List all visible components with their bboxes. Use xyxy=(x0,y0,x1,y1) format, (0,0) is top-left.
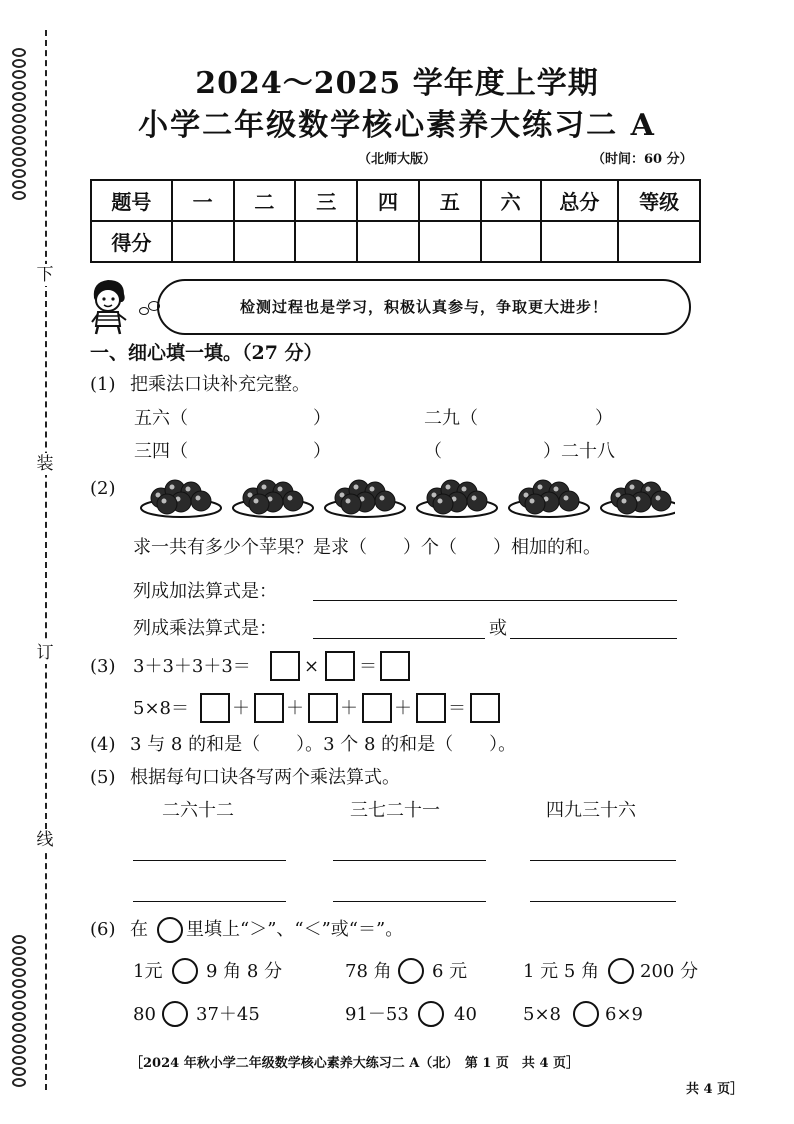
score-table-score-row xyxy=(91,221,700,262)
compare-circle[interactable] xyxy=(573,1001,599,1027)
time-label: （时间：60 分） xyxy=(592,152,693,167)
binding-char-zhuang: 装 xyxy=(33,453,57,475)
chain-ring-icon xyxy=(12,1034,26,1043)
score-header-cell: 总分 xyxy=(541,180,619,221)
score-table xyxy=(90,179,701,263)
rhyme-2: 三七二十一 xyxy=(350,800,440,821)
chain-ring-icon xyxy=(12,1023,26,1032)
score-cell[interactable] xyxy=(541,221,619,262)
answer-box[interactable] xyxy=(380,651,410,681)
q2-question: 求一共有多少个苹果？是求（ ）个（ ）相加的和。 xyxy=(133,537,601,558)
compare-left: 1元 xyxy=(133,961,163,982)
plus-sign: ＋ xyxy=(340,698,358,719)
q1-item-close: ）二十八 xyxy=(543,441,615,462)
q6-text-before: 在 xyxy=(130,919,148,940)
apple-plate-icon xyxy=(325,480,405,517)
q5-label: (5) xyxy=(90,767,116,788)
q3-line2-expression: 5×8＝ xyxy=(133,698,189,719)
chain-ring-icon xyxy=(12,147,26,156)
q1-label: (1) xyxy=(90,374,116,395)
score-cell[interactable] xyxy=(357,221,419,262)
compare-left: 78 角 xyxy=(345,961,392,982)
compare-circle[interactable] xyxy=(162,1001,188,1027)
score-header-cell: 五 xyxy=(419,180,481,221)
q1-item-close: ） xyxy=(313,441,331,462)
plus-sign: ＋ xyxy=(394,698,412,719)
chain-ring-icon xyxy=(12,1045,26,1054)
exam-title-main: 小学二年级数学核心素养大练习二 A xyxy=(138,108,656,143)
chain-ring-icon xyxy=(12,1012,26,1021)
chain-ring-icon xyxy=(12,957,26,966)
multiplication-answer-line-2[interactable] xyxy=(510,638,677,639)
binding-char-xian: 线 xyxy=(33,829,57,851)
thought-dot-icon xyxy=(139,307,149,315)
score-header-cell: 四 xyxy=(357,180,419,221)
score-cell[interactable] xyxy=(481,221,541,262)
compare-left: 80 xyxy=(133,1004,156,1025)
compare-left: 1 元 5 角 xyxy=(523,961,600,982)
q2-label: (2) xyxy=(90,478,116,499)
apple-plate-icon xyxy=(417,480,497,517)
q2-multiplication-label: 列成乘法算式是： xyxy=(133,618,277,639)
answer-box[interactable] xyxy=(200,693,230,723)
apple-plates-figure xyxy=(135,474,675,522)
multiplication-answer-line-1[interactable] xyxy=(313,638,485,639)
compare-right: 6 元 xyxy=(432,961,468,982)
score-cell[interactable] xyxy=(419,221,481,262)
chain-ring-icon xyxy=(12,1078,26,1087)
score-header-cell: 一 xyxy=(172,180,234,221)
answer-box[interactable] xyxy=(362,693,392,723)
chain-ring-icon xyxy=(12,935,26,944)
chain-ring-icon xyxy=(12,990,26,999)
chain-ring-icon xyxy=(12,48,26,57)
chain-ring-icon xyxy=(12,1067,26,1076)
q2-or: 或 xyxy=(489,618,507,639)
answer-box[interactable] xyxy=(254,693,284,723)
score-cell[interactable] xyxy=(295,221,357,262)
binding-dashed-line xyxy=(45,30,47,1090)
q5-text: 根据每句口诀各写两个乘法算式。 xyxy=(130,767,400,788)
score-header-cell: 三 xyxy=(295,180,357,221)
rhyme-1: 二六十二 xyxy=(162,800,234,821)
apple-plate-icon xyxy=(233,480,313,517)
compare-right: 40 xyxy=(454,1004,477,1025)
rhyme-answer-line[interactable] xyxy=(333,860,486,861)
page-footer: ［2024 年秋小学二年级数学核心素养大练习二 A（北） 第 1 页 共 4 页］ xyxy=(130,1056,580,1071)
compare-circle[interactable] xyxy=(418,1001,444,1027)
score-header-cell: 等级 xyxy=(618,180,700,221)
q6-text-after: 里填上“＞”、“＜”或“＝”。 xyxy=(186,919,404,940)
rhyme-answer-line[interactable] xyxy=(133,901,286,902)
equals-sign: ＝ xyxy=(448,698,466,719)
rhyme-3: 四九三十六 xyxy=(546,800,636,821)
apple-plate-icon xyxy=(141,480,221,517)
answer-box[interactable] xyxy=(325,651,355,681)
rhyme-answer-line[interactable] xyxy=(133,860,286,861)
answer-box[interactable] xyxy=(308,693,338,723)
cartoon-student-icon xyxy=(86,276,148,336)
page-footer-total: 共 4 页］ xyxy=(686,1082,744,1097)
apple-plate-icon xyxy=(601,480,675,517)
motto-bubble xyxy=(157,279,691,335)
chain-ring-icon xyxy=(12,158,26,167)
score-header-cell: 题号 xyxy=(91,180,172,221)
score-cell[interactable] xyxy=(172,221,234,262)
exam-title-year: 2024～2025 学年度上学期 xyxy=(195,66,599,101)
rhyme-answer-line[interactable] xyxy=(333,901,486,902)
plus-sign: ＋ xyxy=(232,698,250,719)
compare-right: 37＋45 xyxy=(196,1004,260,1025)
chain-ring-icon xyxy=(12,1056,26,1065)
answer-box[interactable] xyxy=(470,693,500,723)
chain-ring-icon xyxy=(12,1001,26,1010)
decorative-chain-bottom xyxy=(10,935,28,1089)
q1-item-open: 二九（ xyxy=(424,408,478,429)
equals-sign: ＝ xyxy=(359,656,377,677)
score-cell[interactable] xyxy=(234,221,296,262)
rhyme-answer-line[interactable] xyxy=(530,901,676,902)
section1-title: 一、细心填一填。（27 分） xyxy=(90,342,323,364)
q6-label: (6) xyxy=(90,919,116,940)
chain-ring-icon xyxy=(12,979,26,988)
score-row-label: 得分 xyxy=(91,221,172,262)
compare-circle[interactable] xyxy=(608,958,634,984)
edition-label: （北师大版） xyxy=(358,152,437,167)
apple-plate-icon xyxy=(509,480,589,517)
compare-right: 6×9 xyxy=(605,1004,643,1025)
answer-box[interactable] xyxy=(416,693,446,723)
q3-line1-expression: 3＋3＋3＋3＝ xyxy=(133,656,251,677)
score-table-header-row xyxy=(91,180,700,221)
score-header-cell: 二 xyxy=(234,180,296,221)
chain-ring-icon xyxy=(12,180,26,189)
compare-left: 91－53 xyxy=(345,1004,409,1025)
chain-ring-icon xyxy=(12,946,26,955)
chain-ring-icon xyxy=(12,169,26,178)
q1-item-open: （ xyxy=(424,441,442,462)
circle-example-icon xyxy=(157,917,183,943)
q4-label: (4) xyxy=(90,734,116,755)
compare-right: 9 角 8 分 xyxy=(206,961,283,982)
q1-item-close: ） xyxy=(313,408,331,429)
q1-item-open: 五六（ xyxy=(134,408,188,429)
rhyme-answer-line[interactable] xyxy=(530,860,676,861)
compare-right: 200 分 xyxy=(640,961,699,982)
motto-text: 检测过程也是学习，积极认真参与，争取更大进步！ xyxy=(239,298,608,316)
q3-label: (3) xyxy=(90,656,116,677)
q1-text: 把乘法口诀补充完整。 xyxy=(130,374,310,395)
addition-answer-line[interactable] xyxy=(313,600,677,601)
score-cell[interactable] xyxy=(618,221,700,262)
compare-circle[interactable] xyxy=(398,958,424,984)
q1-item-close: ） xyxy=(595,408,613,429)
score-header-cell: 六 xyxy=(481,180,541,221)
compare-left: 5×8 xyxy=(523,1004,561,1025)
answer-box[interactable] xyxy=(270,651,300,681)
binding-char-xia: 下 xyxy=(33,264,57,286)
binding-char-ding: 订 xyxy=(33,642,57,664)
q1-item-open: 三四（ xyxy=(134,441,188,462)
q2-addition-label: 列成加法算式是： xyxy=(133,581,277,602)
plus-sign: ＋ xyxy=(286,698,304,719)
q4-text: 3 与 8 的和是（ ）。3 个 8 的和是（ ）。 xyxy=(130,734,517,755)
chain-ring-icon xyxy=(12,968,26,977)
chain-ring-icon xyxy=(12,191,26,200)
times-sign: × xyxy=(304,656,320,677)
compare-circle[interactable] xyxy=(172,958,198,984)
